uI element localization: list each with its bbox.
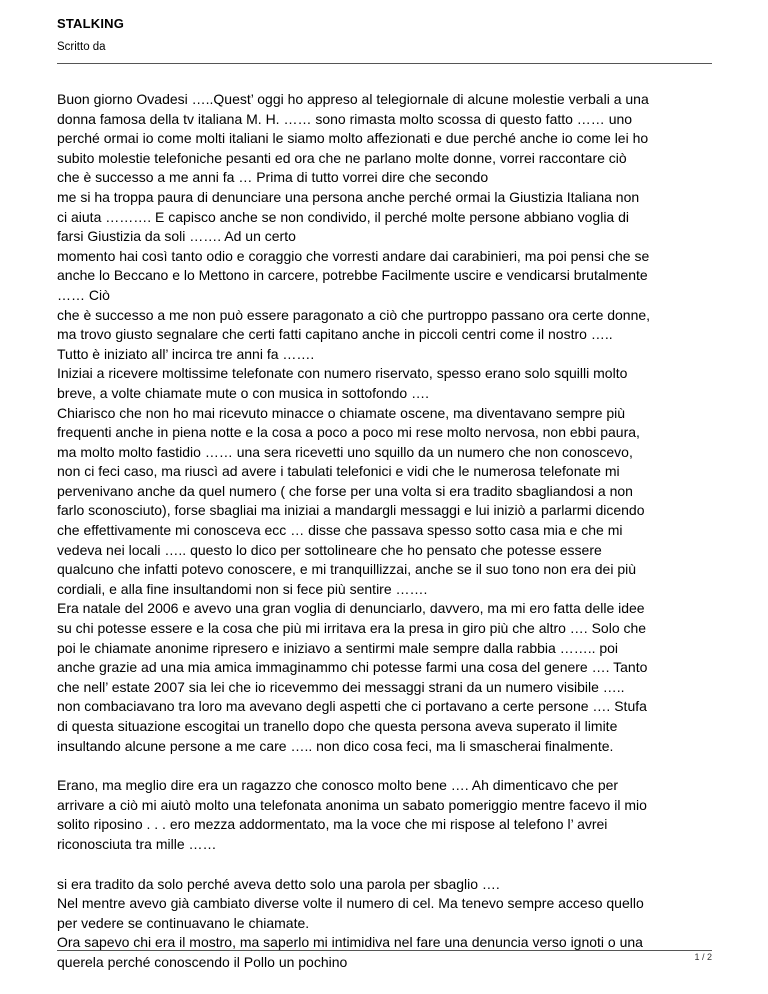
text-line: Tutto è iniziato all’ incirca tre anni fa ……. <box>57 345 315 362</box>
text-line: me si ha troppa paura di denunciare una persona anche perché ormai la Giustizia Italiana non <box>57 188 640 205</box>
text-line: non ci feci caso, ma riuscì ad avere i tabulati telefonici e vidi che le numerosa telefonate mi <box>57 463 620 480</box>
text-line: anche lo Beccano e lo Mettono in carcere, potrebbe Facilmente uscire e vendicarsi brutalmente <box>57 267 648 284</box>
text-line: frequenti anche in piena notte e la cosa a poco a poco mi rese molto nervosa, non ebbi paura, <box>57 424 640 441</box>
text-line: anche grazie ad una mia amica immaginammo chi potesse farmi una cosa del genere …. Tanto <box>57 659 648 676</box>
text-line: farsi Giustizia da soli ……. Ad un certo <box>57 228 296 245</box>
text-line: si era tradito da solo perché aveva detto solo una parola per sbaglio …. <box>57 875 500 892</box>
text-line: ci aiuta ………. E capisco anche se non condivido, il perché molte persone abbiano voglia di <box>57 208 629 225</box>
text-line: perché ormai io come molti italiani le siamo molto affezionati e due perché anche io come lei ho <box>57 130 649 147</box>
text-line: Era natale del 2006 e avevo una gran voglia di denunciarlo, davvero, ma mi ero fatta delle idee <box>57 600 645 617</box>
text-line: su chi potesse essere e la cosa che più mi irritava era la presa in giro più che altro …. Solo che <box>57 620 647 637</box>
text-line: vedeva nei locali ….. questo lo dico per sottolineare che ho pensato che potesse essere <box>57 541 602 558</box>
text-line: Buon giorno Ovadesi …..Quest’ oggi ho appreso al telegiornale di alcune molestie verbali a una <box>57 91 649 107</box>
paragraph-1 <box>57 90 717 756</box>
text-line: Iniziai a ricevere moltissime telefonate con numero riservato, spesso erano solo squilli molto <box>57 365 628 382</box>
text-line: ma trovo giusto segnalare che certi fatti capitano anche in piccoli centri come il nostro ….. <box>57 326 613 343</box>
text-line: non combaciavano tra loro ma avevano degli aspetti che ci portavano a certe persone …. Stufa <box>57 698 647 715</box>
text-line: insultando alcune persone a me care ….. non dico cosa feci, ma li smascherai finalmente. <box>57 737 614 754</box>
paragraph-gap <box>57 855 717 875</box>
text-line: che effettivamente mi conosceva ecc … disse che passava spesso sotto casa mia e che mi <box>57 522 623 539</box>
text-line: arrivare a ciò mi aiutò molto una telefonata anonima un sabato pomeriggio mentre facevo il mio <box>57 796 647 813</box>
text-line: breve, a volte chiamate mute o con musica in sottofondo …. <box>57 384 429 401</box>
text-line: pervenivano anche da quel numero ( che forse per una volta si era tradito sbagliandosi a non <box>57 482 633 499</box>
text-line: Nel mentre avevo già cambiato diverse volte il numero di cel. Ma tenevo sempre acceso quello <box>57 895 644 912</box>
text-line: momento hai così tanto odio e coraggio che vorresti andare dai carabinieri, ma poi pensi che se <box>57 247 650 264</box>
paragraph-2 <box>57 776 717 854</box>
text-line: ma molto molto fastidio …… una sera ricevetti uno squillo da un numero che non conoscevo, <box>57 443 633 460</box>
text-line: querela perché conoscendo il Pollo un pochino <box>57 953 348 970</box>
text-line: subito molestie telefoniche pesanti ed ora che ne parlano molte donne, vorrei raccontare ciò <box>57 149 627 166</box>
text-line: riconosciuta tra mille …… <box>57 835 217 852</box>
byline: Scritto da <box>57 41 106 53</box>
text-line: poi le chiamate anonime ripresero e iniziavo a sentirmi male sempre dalla rabbia …….. poi <box>57 639 619 656</box>
article-body <box>57 90 717 973</box>
text-line: cordiali, e alla fine insultandomi non si fece più sentire ……. <box>57 580 428 597</box>
text-line: di questa situazione escogitai un tranello dopo che questa persona aveva superato il limite <box>57 718 618 734</box>
text-line: farlo sconosciuto), forse sbagliai ma iniziai a mandargli messaggi e lui iniziò a parlarmi dicendo <box>57 502 645 519</box>
text-line: Chiarisco che non ho mai ricevuto minacce o chiamate oscene, ma diventavano sempre più <box>57 404 626 421</box>
text-line: che è successo a me non può essere paragonato a ciò che purtroppo passano ora certe donne, <box>57 306 651 323</box>
text-line: Erano, ma meglio dire era un ragazzo che conosco molto bene …. Ah dimenticavo che per <box>57 777 619 794</box>
text-line: Ora sapevo chi era il mostro, ma saperlo mi intimidiva nel fare una denuncia verso ignoti o una <box>57 934 643 951</box>
paragraph-3 <box>57 875 717 973</box>
text-line: …… Ciò <box>57 286 110 303</box>
text-line: che nell’ estate 2007 sia lei che io ricevemmo dei messaggi strani da un numero visibile ….. <box>57 678 625 695</box>
text-line: qualcuno che infatti potevo conoscere, e mi tranquillizzai, anche se il suo tono non era dei più <box>57 561 637 578</box>
text-line: per vedere se continuavano le chiamate. <box>57 914 310 931</box>
article-title: STALKING <box>57 16 125 31</box>
paragraph-gap <box>57 756 717 776</box>
text-line: donna famosa della tv italiana M. H. …… sono rimasta molto scossa di questo fatto …… uno <box>57 110 633 127</box>
footer-divider <box>57 950 712 951</box>
text-line: che è successo a me anni fa … Prima di tutto vorrei dire che secondo <box>57 169 489 186</box>
header-divider <box>57 63 712 64</box>
text-line: solito riposino . . . ero mezza addormentato, ma la voce che mi rispose al telefono l’ avrei <box>57 816 608 833</box>
page-number: 1 / 2 <box>694 952 712 962</box>
